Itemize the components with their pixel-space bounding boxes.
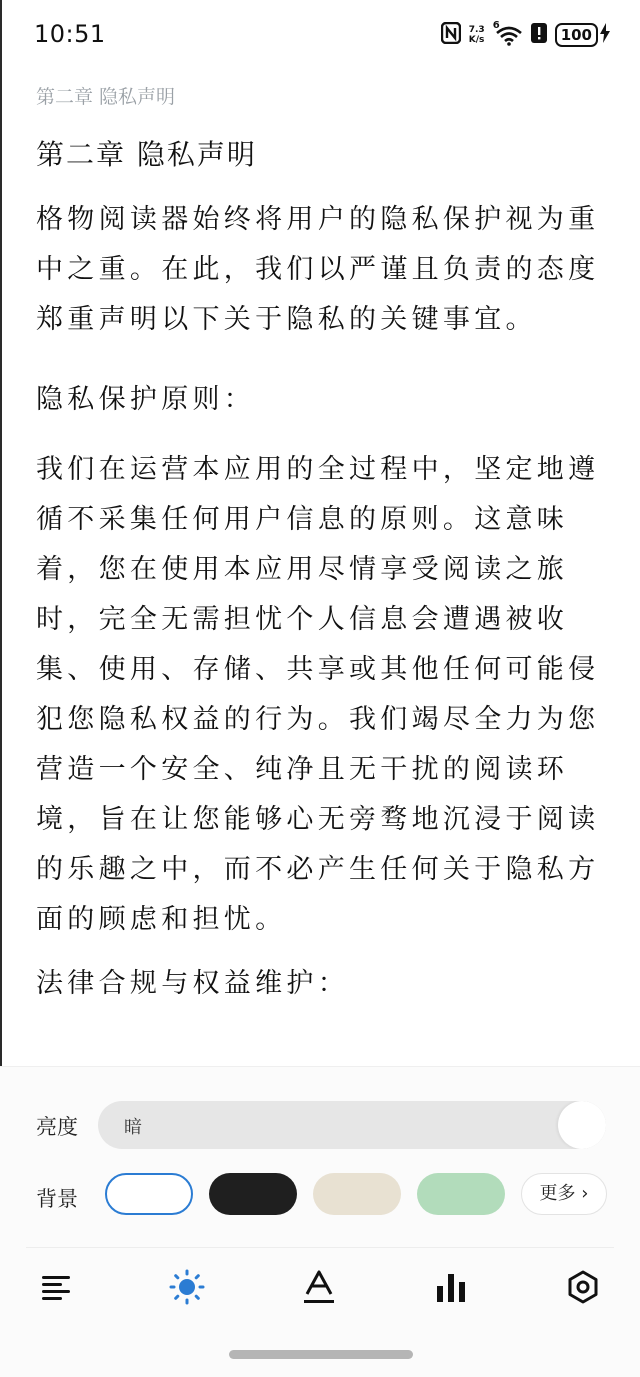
battery-level: 100 [555,23,598,47]
nfc-icon [441,22,461,48]
running-head: 第二章 隐私声明 [36,86,176,108]
status-bar [0,0,640,72]
background-label: 背景 [36,1187,78,1211]
alert-icon [531,22,547,48]
more-backgrounds-button[interactable]: 更多 › [521,1173,607,1215]
reader-content[interactable] [36,80,616,1009]
background-swatch-black[interactable] [209,1173,297,1215]
stats-icon[interactable] [423,1257,479,1317]
bottom-toolbar [0,1257,640,1317]
background-swatch-beige[interactable] [313,1173,401,1215]
home-indicator[interactable] [229,1350,413,1359]
paragraph-heading-privacy: 隐私保护原则： [36,384,256,415]
brightness-slider[interactable] [98,1101,606,1149]
net-speed [469,25,485,45]
paragraph-heading-legal: 法律合规与权益维护： [36,968,349,999]
wifi-badge: 6 [492,20,500,31]
background-swatch-white[interactable] [105,1173,193,1215]
font-icon[interactable] [291,1257,347,1317]
settings-icon[interactable] [555,1257,611,1317]
brightness-value-text: 暗 [124,1117,142,1138]
status-icons [441,22,610,48]
battery-icon [555,23,610,47]
wifi-icon [492,20,523,46]
paragraph-intro: 格物阅读器始终将用户的隐私保护视为重中之重。在此，我们以严谨且负责的态度郑重声明以下关于隐私的关键事宜。 [36,204,600,335]
status-time: 10:51 [34,20,106,48]
background-swatch-green[interactable] [417,1173,505,1215]
paragraph-privacy-principle: 我们在运营本应用的全过程中，坚定地遵循不采集任何用户信息的原则。这意味着，您在使用本应用尽情享受阅读之旅时，完全无需担忧个人信息会遭遇被收集、使用、存储、共享或其他任何可能侵犯您隐私权益的行为。我们竭尽全力为您营造一个安全、纯净且无干扰的阅读环境，旨在让您能够心无旁骛地沉浸于阅读的乐趣之中，而不必产生任何关于隐私方面的顾虑和担忧。 [36,454,600,935]
net-speed-unit: K/s [468,35,485,45]
net-speed-value: 7.3 [468,25,485,35]
chapter-title: 第二章 隐私声明 [36,138,257,171]
settings-panel [0,1066,640,1377]
charging-icon [600,23,610,47]
toc-icon[interactable] [28,1257,84,1317]
brightness-slider-thumb[interactable] [558,1101,606,1149]
panel-divider [26,1247,614,1248]
brightness-icon[interactable] [159,1257,215,1317]
brightness-label: 亮度 [36,1115,78,1139]
